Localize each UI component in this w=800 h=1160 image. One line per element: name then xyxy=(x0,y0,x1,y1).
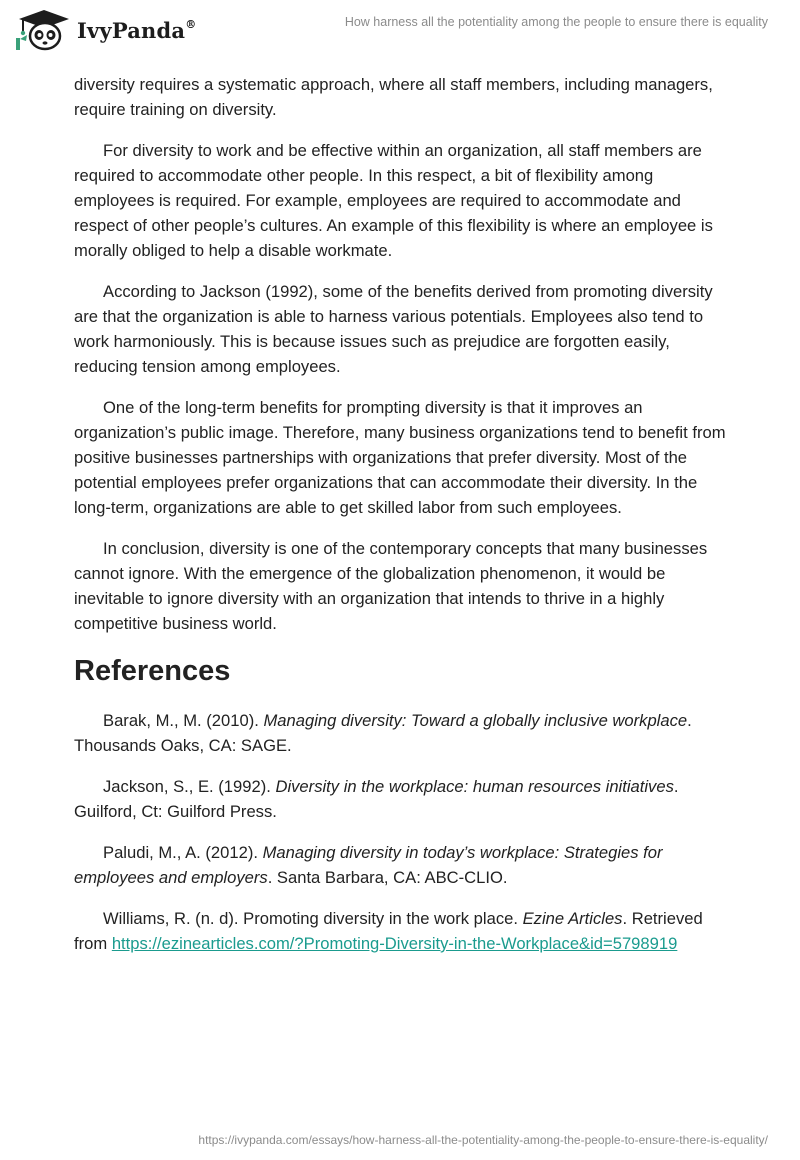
paragraph: For diversity to work and be effective within an organization, all staff members are required to accommodate other people. In this respect, a bit of flexibility among employees is required. For example, employees are required to accommodate and respect of other people’s cultures. An example of this flexibility is where an employee is morally obliged to help a disable workmate. xyxy=(74,141,713,260)
panda-logo-icon xyxy=(15,8,73,52)
page-header xyxy=(0,0,800,64)
essay-content xyxy=(74,72,734,972)
reference-item: Paludi, M., A. (2012). Managing diversity in today’s workplace: Strategies for employees and employers. Santa Barbara, CA: ABC-CLIO. xyxy=(74,843,663,887)
reference-item: Barak, M., M. (2010). Managing diversity: Toward a globally inclusive workplace. Thousands Oaks, CA: SAGE. xyxy=(74,711,692,755)
reference-item: Jackson, S., E. (1992). Diversity in the workplace: human resources initiatives. Guilford, Ct: Guilford Press. xyxy=(74,777,679,821)
paragraph: In conclusion, diversity is one of the contemporary concepts that many businesses cannot ignore. With the emergence of the globalization phenomenon, it would be inevitable to ignore diversity with an organization that intends to thrive in a highly competitive business world. xyxy=(74,539,708,633)
paragraph: diversity requires a systematic approach, where all staff members, including managers, require training on diversity. xyxy=(74,75,713,119)
brand-name: IvyPanda® xyxy=(77,17,197,43)
reference-link[interactable]: https://ezinearticles.com/?Promoting-Diversity-in-the-Workplace&id=5798919 xyxy=(111,934,678,953)
header-doc-title: How harness all the potentiality among the people to ensure there is equality xyxy=(344,15,768,29)
reference-item: Williams, R. (n. d). Promoting diversity in the work place. Ezine Articles. Retrieved from https://ezinearticles.com/?Promoting-Diversity-in-the-Workplace&id=5798919 xyxy=(74,909,703,953)
references-heading: References xyxy=(74,655,231,687)
footer-source-url: https://ivypanda.com/essays/how-harness-all-the-potentiality-among-the-people-to-ensure-there-is-equality/ xyxy=(198,1133,768,1147)
logo[interactable] xyxy=(15,8,196,52)
paragraph: One of the long-term benefits for prompting diversity is that it improves an organization’s public image. Therefore, many business organizations tend to benefit from positive businesses partnerships with organizations that prefer diversity. Most of the potential employees prefer organizations that can accommodate their diversity. In the long-term, organizations are able to get skilled labor from such employees. xyxy=(74,398,726,517)
paragraph: According to Jackson (1992), some of the benefits derived from promoting diversity are that the organization is able to harness various potentials. Employees also tend to work harmoniously. This is because issues such as prejudice are forgotten easily, reducing tension among employees. xyxy=(74,282,713,376)
